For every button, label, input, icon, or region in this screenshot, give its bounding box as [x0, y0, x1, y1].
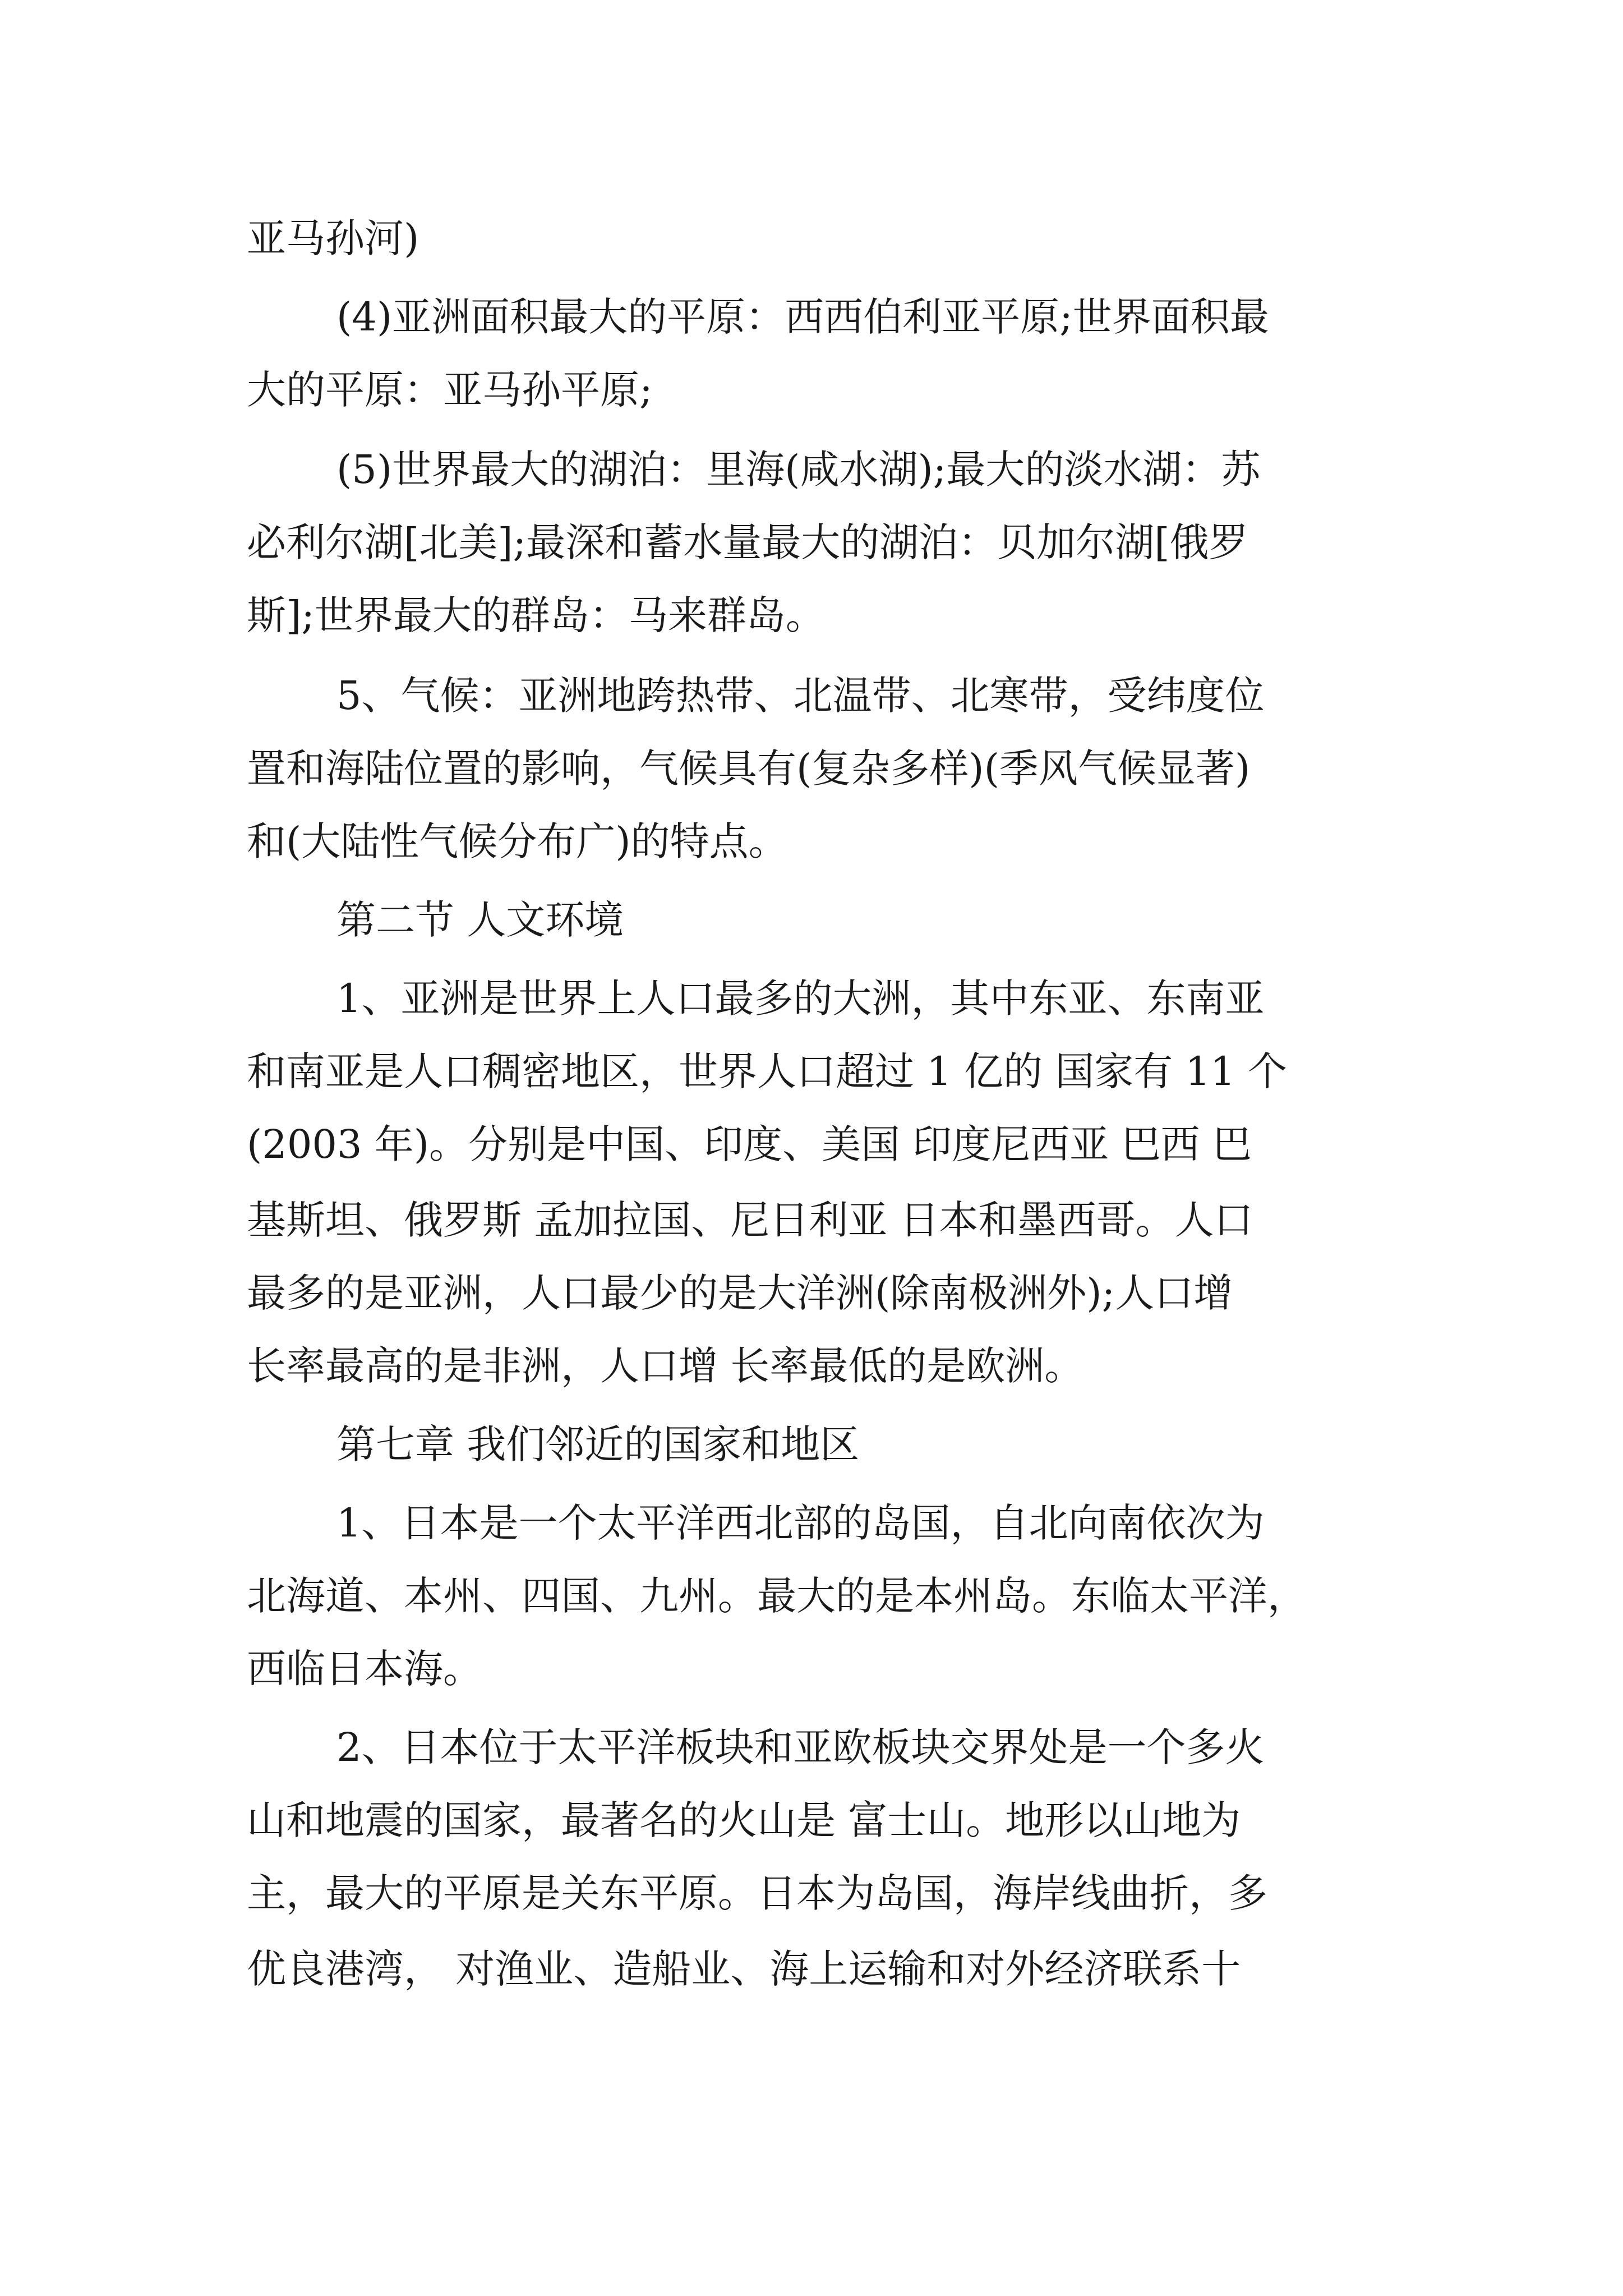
- text-line-24: 优良港湾， 对渔业、造船业、海上运输和对外经济联系十: [247, 1946, 1241, 1992]
- text-line-10: 第二节 人文环境: [336, 897, 624, 943]
- text-line-8: 置和海陆位置的影响，气候具有(复杂多样)(季风气候显著): [247, 746, 1251, 792]
- text-line-3: 大的平原：亚马孙平原;: [247, 367, 653, 413]
- text-line-1: 亚马孙河): [247, 215, 419, 261]
- text-line-18: 1、日本是一个太平洋西北部的岛国，自北向南依次为: [336, 1500, 1265, 1546]
- text-line-20: 西临日本海。: [247, 1646, 482, 1692]
- text-line-16: 长率最高的是非洲，人口增 长率最低的是欧洲。: [247, 1343, 1084, 1389]
- text-line-13: (2003 年)。分别是中国、印度、美国 印度尼西亚 巴西 巴: [247, 1121, 1252, 1167]
- text-line-11: 1、亚洲是世界上人口最多的大洲，其中东亚、东南亚: [336, 976, 1265, 1022]
- text-line-17: 第七章 我们邻近的国家和地区: [336, 1421, 860, 1467]
- text-line-22: 山和地震的国家，最著名的火山是 富士山。地形以山地为: [247, 1797, 1241, 1843]
- text-line-15: 最多的是亚洲，人口最少的是大洋洲(除南极洲外);人口增: [247, 1270, 1233, 1316]
- text-line-9: 和(大陆性气候分布广)的特点。: [247, 818, 788, 864]
- text-line-2: (4)亚洲面积最大的平原：西西伯利亚平原;世界面积最: [336, 294, 1269, 340]
- text-line-19: 北海道、本州、四国、九州。最大的是本州岛。东临太平洋，: [247, 1573, 1307, 1619]
- text-line-6: 斯];世界最大的群岛：马来群岛。: [247, 592, 825, 638]
- text-line-23: 主，最大的平原是关东平原。日本为岛国，海岸线曲折，多: [247, 1870, 1267, 1916]
- text-line-5: 必利尔湖[北美];最深和蓄水量最大的湖泊：贝加尔湖[俄罗: [247, 519, 1248, 565]
- text-line-7: 5、气候：亚洲地跨热带、北温带、北寒带，受纬度位: [336, 673, 1265, 719]
- text-line-14: 基斯坦、俄罗斯 孟加拉国、尼日利亚 日本和墨西哥。人口: [247, 1197, 1253, 1243]
- text-line-21: 2、日本位于太平洋板块和亚欧板块交界处是一个多火: [336, 1724, 1265, 1770]
- text-line-4: (5)世界最大的湖泊：里海(咸水湖);最大的淡水湖：苏: [336, 447, 1261, 493]
- text-line-12: 和南亚是人口稠密地区，世界人口超过 1 亿的 国家有 11 个: [247, 1048, 1287, 1094]
